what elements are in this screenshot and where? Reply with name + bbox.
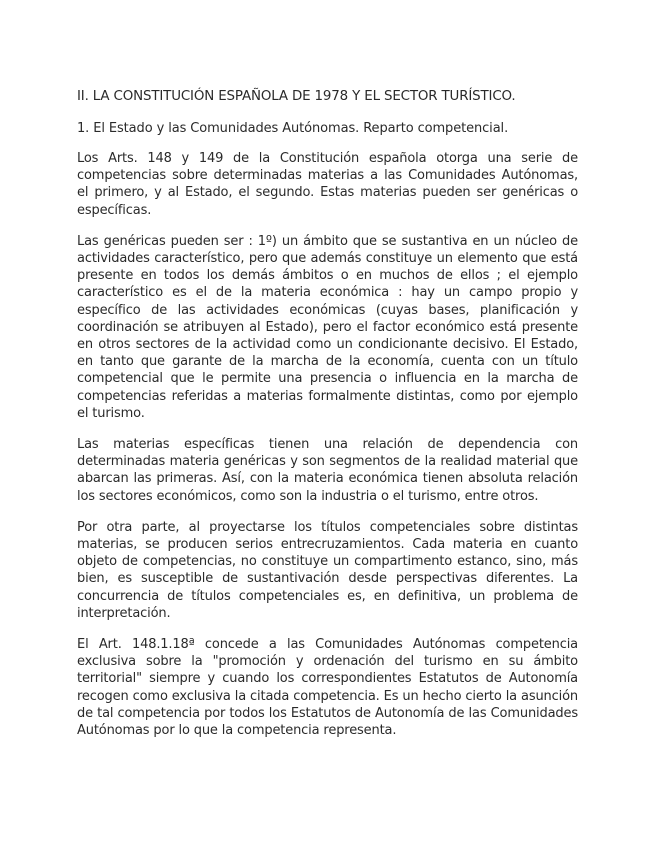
- document-page: [77, 88, 578, 753]
- subsection-title: 1. El Estado y las Comunidades Autónomas. Reparto competencial.: [77, 121, 509, 136]
- paragraph-4: Por otra parte, al proyectarse los títulos competenciales sobre distintas materias, se producen serios entrecruzamientos. Cada materia en cuanto objeto de competencias, no constituye un compartimento estanco, sino, más bien, es susceptible de sustantivación desde perspectivas diferentes. La concurrencia de títulos competenciales es, en definitiva, un problema de interpretación.: [77, 519, 578, 621]
- paragraph-1: Los Arts. 148 y 149 de la Constitución española otorga una serie de competencias sobre determinadas materias a las Comunidades Autónomas, el primero, y al Estado, el segundo. Estas materias pueden ser genéricas o específicas.: [77, 151, 578, 218]
- paragraph-3: Las materias específicas tienen una relación de dependencia con determinadas materia genéricas y son segmentos de la realidad material que abarcan las primeras. Así, con la materia económica tienen absoluta relación los sectores económicos, como son la industria o el turismo, entre otros.: [77, 437, 578, 504]
- paragraph-2: Las genéricas pueden ser : 1º) un ámbito que se sustantiva en un núcleo de actividades característico, pero que además constituye un elemento que está presente en todos los demás ámbitos o en muchos de ellos ; el ejemplo característico es el de la materia económica : hay un campo propio y específico de las actividades económicas (cuyas bases, planificación y coordinación se atribuyen al Estado), pero el factor económico está presente en otros sectores de la actividad como un condicionante decisivo. El Estado, en tanto que garante de la marcha de la economía, cuenta con un título competencial que le permite una presencia o influencia en la marcha de competencias referidas a materias formalmente distintas, como por ejemplo el turismo.: [77, 233, 578, 421]
- section-title: II. LA CONSTITUCIÓN ESPAÑOLA DE 1978 Y EL SECTOR TURÍSTICO.: [77, 89, 516, 104]
- paragraph-5: El Art. 148.1.18ª concede a las Comunidades Autónomas competencia exclusiva sobre la "promoción y ordenación del turismo en su ámbito territorial" siempre y cuando los correspondientes Estatutos de Autonomía recogen como exclusiva la citada competencia. Es un hecho cierto la asunción de tal competencia por todos los Estatutos de Autonomía de las Comunidades Autónomas por lo que la competencia representa.: [77, 637, 578, 739]
